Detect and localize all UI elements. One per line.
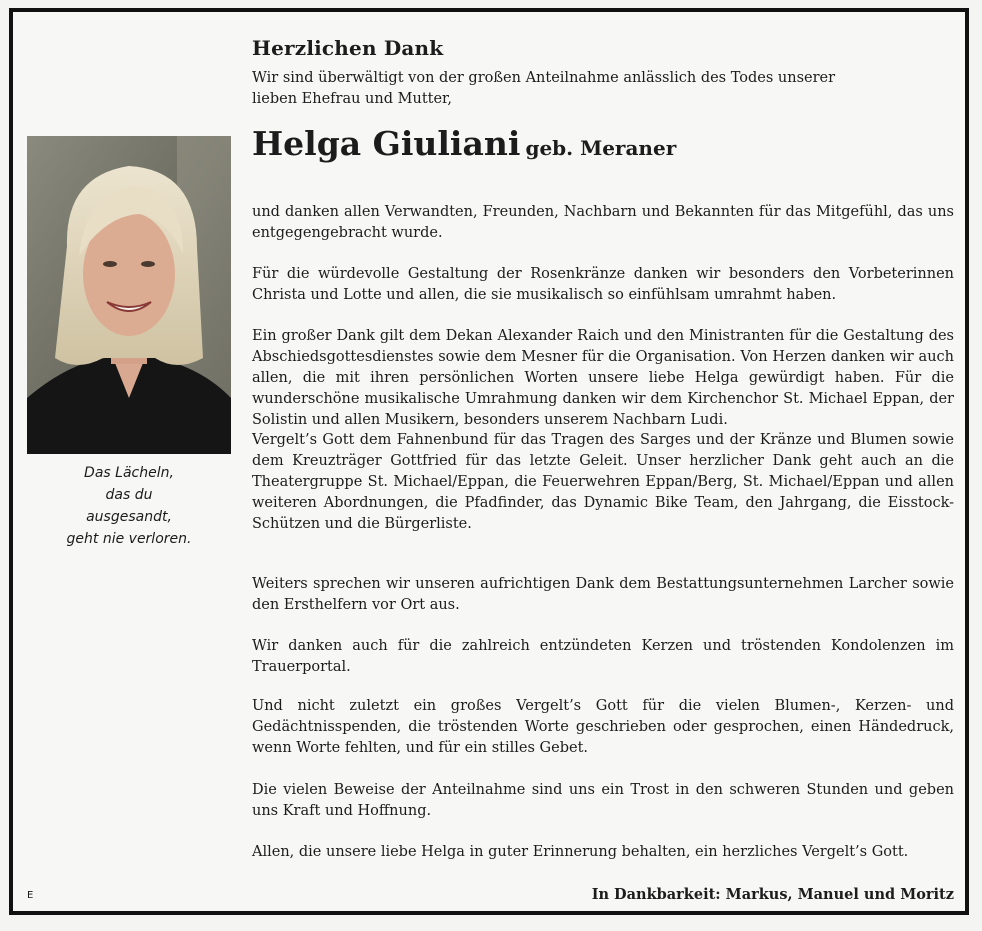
corner-mark: E <box>27 890 34 901</box>
signature-line: In Dankbarkeit: Markus, Manuel und Moritz <box>591 886 954 903</box>
notice-title: Herzlichen Dank <box>252 36 444 60</box>
photo-caption <box>27 462 231 550</box>
paragraph: Und nicht zuletzt ein großes Vergelt’s Gott für die vielen Blumen-, Kerzen- und Gedächtnisspenden, die tröstenden Worte geschrieben oder gesprochen, einen Händedruck, wenn Worte fehlten, und für ein stilles Gebet. <box>252 698 954 756</box>
name-line <box>252 124 676 163</box>
paragraph: Wir danken auch für die zahlreich entzündeten Kerzen und tröstenden Kondolenzen im Trauerportal. <box>252 638 954 675</box>
paragraph: Allen, die unsere liebe Helga in guter Erinnerung behalten, ein herzliches Vergelt’s Gott. <box>252 844 909 860</box>
paragraph: Die vielen Beweise der Anteilnahme sind uns ein Trost in den schweren Stunden und geben uns Kraft und Hoffnung. <box>252 782 954 819</box>
deceased-name: Helga Giuliani <box>252 124 521 163</box>
intro-text: Wir sind überwältigt von der großen Anteilnahme anlässlich des Todes unserer lieben Ehefrau und Mutter, <box>252 70 836 107</box>
paragraph: Ein großer Dank gilt dem Dekan Alexander Raich und den Ministranten für die Gestaltung des Abschiedsgottesdienstes sowie dem Mesner für die Organisation. Von Herzen danken wir auch allen, die mit ihren persönlichen Worten unsere liebe Helga gewürdigt haben. Für die wunderschöne musikalische Umrahmung danken wir dem Kirchenchor St. Michael Eppan, der Solistin und allen Musikern, besonders unserem Nachbarn Ludi. <box>252 328 954 428</box>
paragraph: und danken allen Verwandten, Freunden, Nachbarn und Bekannten für das Mitgefühl, das uns entgegengebracht wurde. <box>252 204 954 241</box>
paragraph: Vergelt’s Gott dem Fahnenbund für das Tragen des Sarges und der Kränze und Blumen sowie dem Kreuzträger Gottfried für das letzte Geleit. Unser herzlicher Dank geht auch an die Theatergruppe St. Michael/Eppan, die Feuerwehren Eppan/Berg, St. Michael/Eppan und allen weiteren Abordnungen, die Pfadfinder, das Dynamic Bike Team, den Jahrgang, die Eisstock-Schützen und die Bürgerliste. <box>252 432 954 532</box>
maiden-name: geb. Meraner <box>525 136 677 160</box>
caption-line: Das Lächeln, <box>84 465 174 481</box>
caption-line: geht nie verloren. <box>66 531 192 547</box>
portrait-photo <box>27 136 231 454</box>
caption-line: ausgesandt, <box>86 509 172 525</box>
caption-line: das du <box>105 487 153 503</box>
paragraph: Weiters sprechen wir unseren aufrichtigen Dank dem Bestattungsunternehmen Larcher sowie den Ersthelfern vor Ort aus. <box>252 576 954 613</box>
paragraph: Für die würdevolle Gestaltung der Rosenkränze danken wir besonders den Vorbeterinnen Christa und Lotte und allen, die sie musikalisch so einfühlsam umrahmt haben. <box>252 266 954 303</box>
